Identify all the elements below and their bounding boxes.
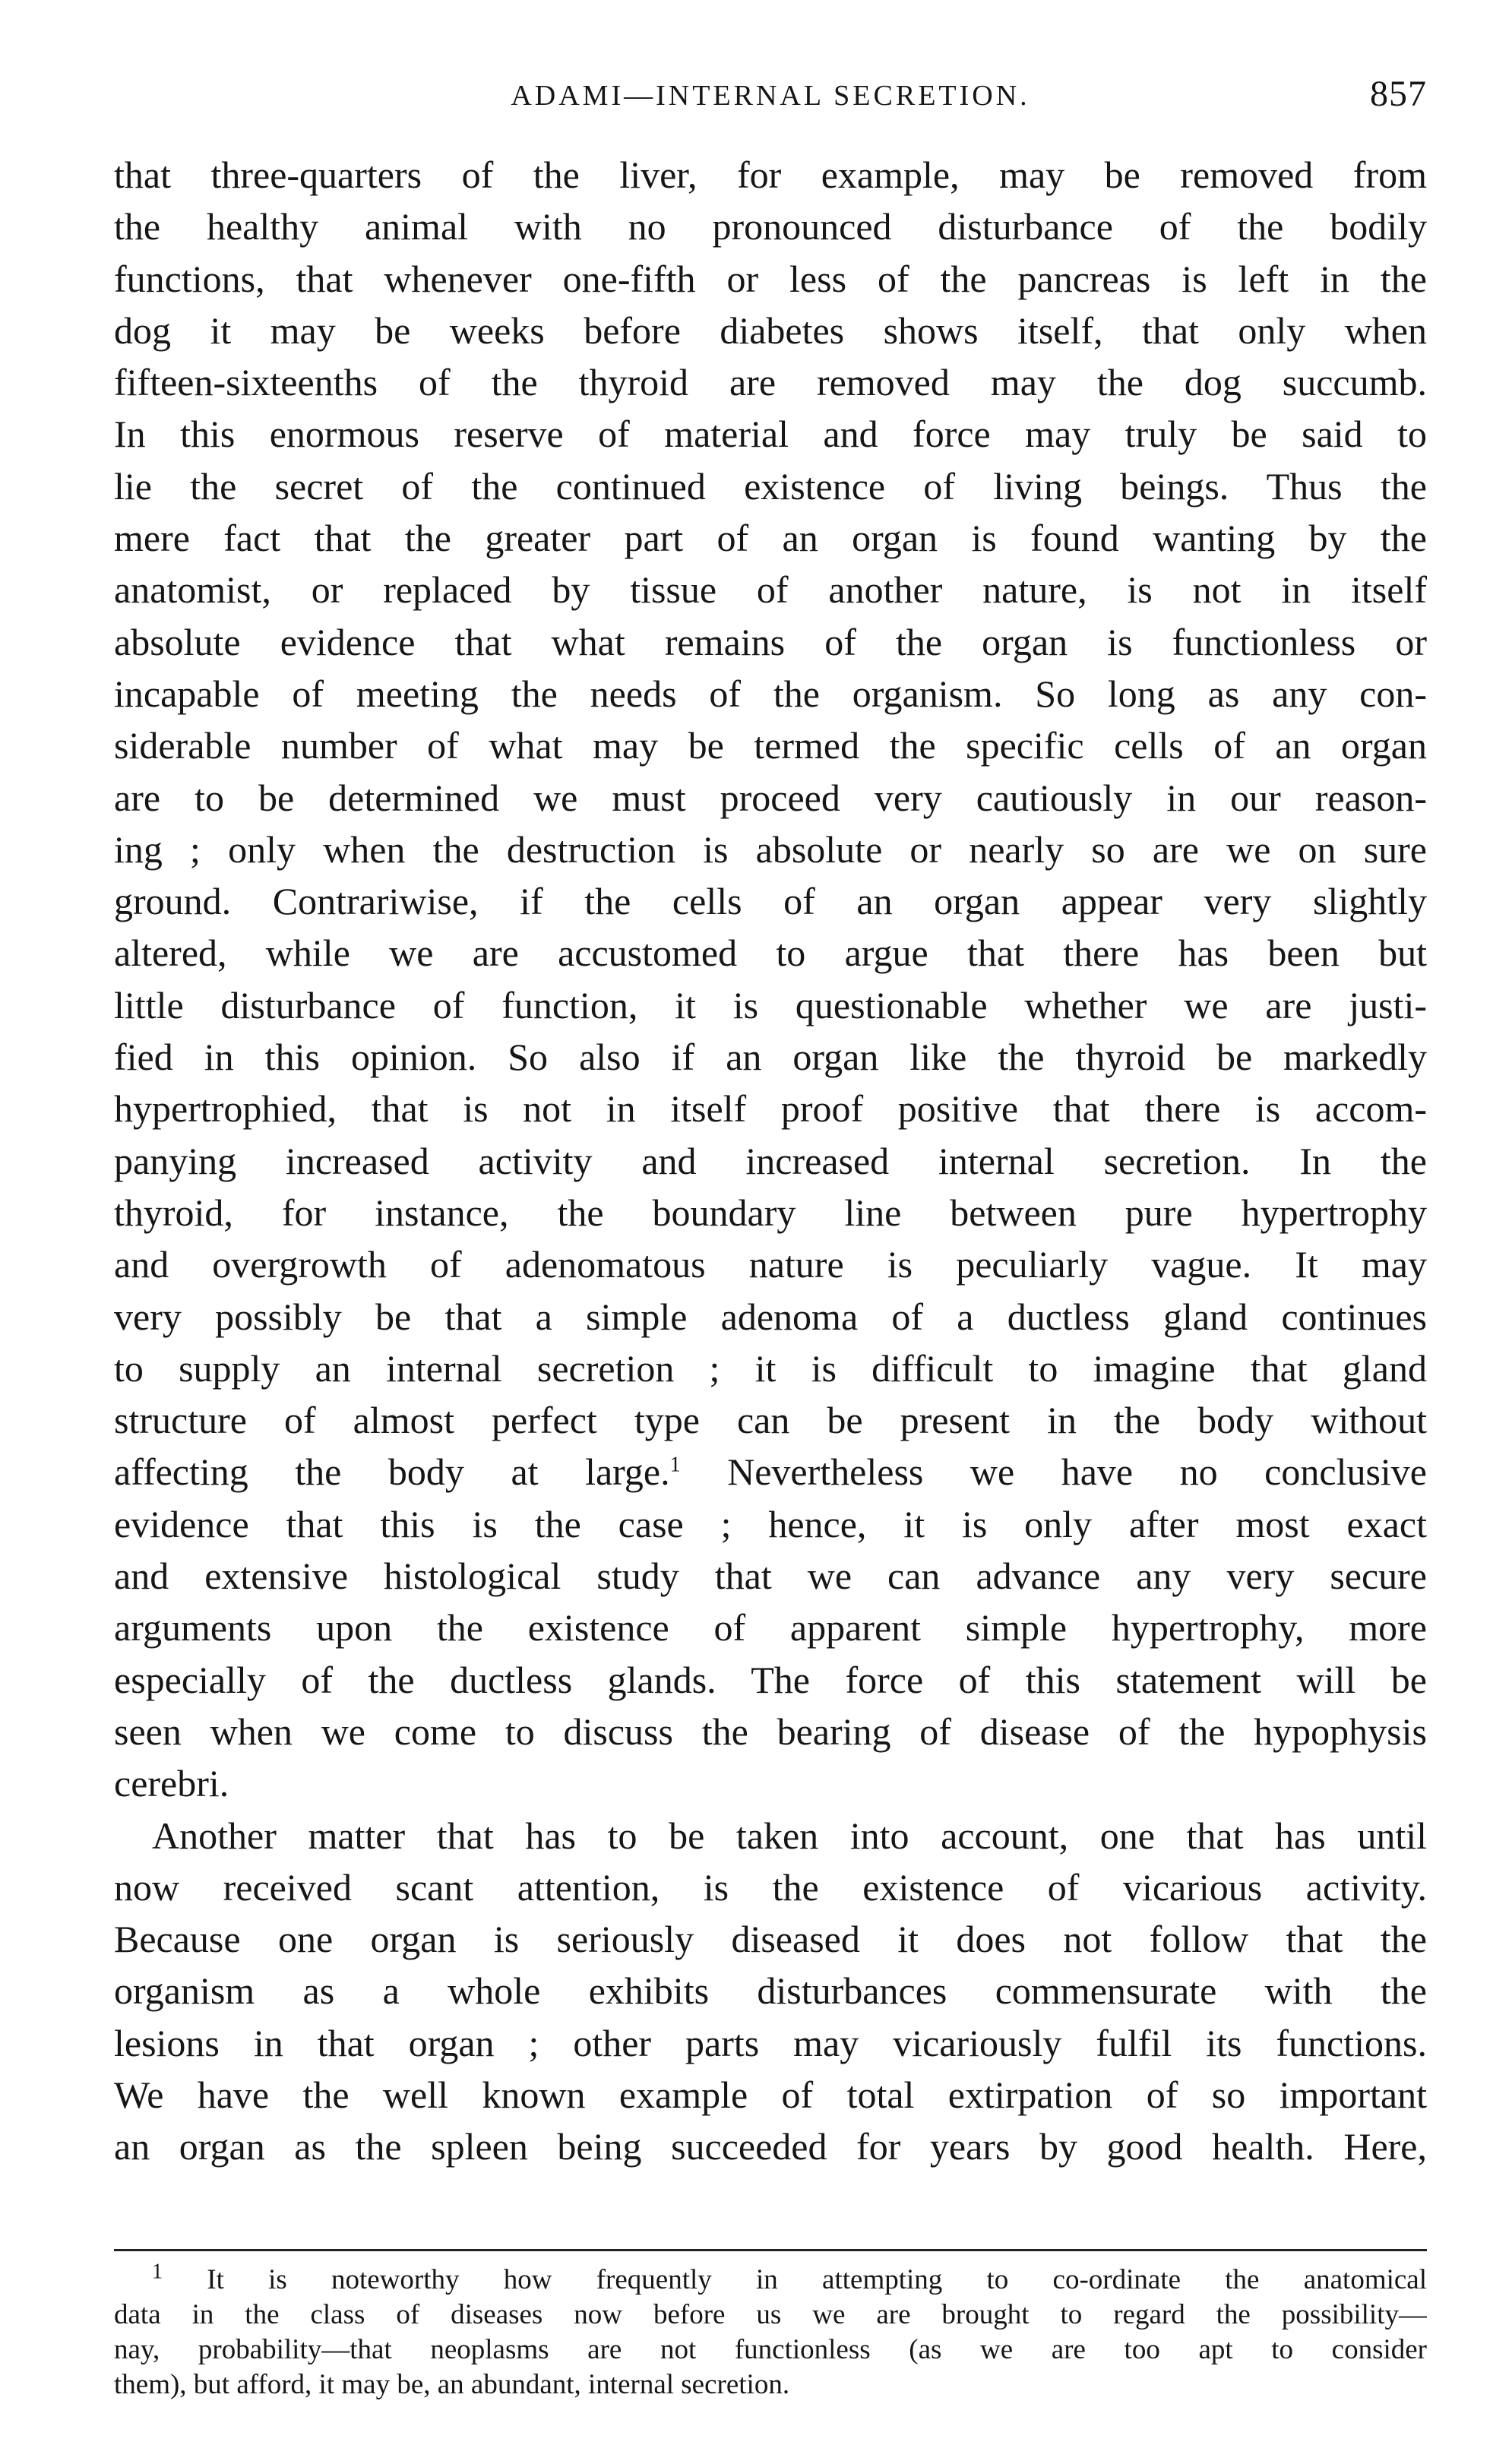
text-fragment: affecting the body at large. (114, 1450, 670, 1494)
text-line: that three-quarters of the liver, for example, may be removed from (114, 153, 1427, 196)
text-line: incapable of meeting the needs of the organism. So long as any con- (114, 672, 1427, 715)
footnote-marker: 1 (152, 2263, 163, 2284)
body-text (114, 149, 1427, 2173)
running-title: ADAMI—INTERNAL SECRETION. (511, 80, 1030, 112)
text-line: fied in this opinion. So also if an organ like the thyroid be markedly (114, 1036, 1427, 1079)
text-fragment: Nevertheless we have no conclusive (680, 1450, 1427, 1494)
text-line: anatomist, or replaced by tissue of another nature, is not in itself (114, 568, 1427, 612)
text-line: ing ; only when the destruction is absolute or nearly so are we on sure (114, 827, 1427, 871)
text-line: In this enormous reserve of material and force may truly be said to (114, 413, 1427, 456)
text-line: especially of the ductless glands. The force of this statement will be (114, 1658, 1427, 1701)
text-line: ground. Contrariwise, if the cells of an organ appear very slightly (114, 880, 1427, 923)
text-line: little disturbance of function, it is questionable whether we are justi- (114, 983, 1427, 1026)
running-head (114, 73, 1427, 119)
text-line: panying increased activity and increased internal secretion. In the (114, 1139, 1427, 1182)
text-line: Because one organ is seriously diseased it does not follow that the (114, 1918, 1427, 1961)
text-line: absolute evidence that what remains of the organ is functionless or (114, 620, 1427, 663)
footnote (114, 2263, 1427, 2402)
text-line: We have the well known example of total extirpation of so important (114, 2073, 1427, 2116)
text-line: siderable number of what may be termed the specific cells of an organ (114, 724, 1427, 767)
text-line: structure of almost perfect type can be present in the body without (114, 1399, 1427, 1442)
text-line: hypertrophied, that is not in itself proof positive that there is accom- (114, 1087, 1427, 1131)
text-line: and overgrowth of adenomatous nature is peculiarly vague. It may (114, 1243, 1427, 1286)
text-line: mere fact that the greater part of an organ is found wanting by the (114, 517, 1427, 560)
footnote-line (114, 2263, 1427, 2298)
footnote-line: them), but afford, it may be, an abundant, internal secretion. (114, 2369, 790, 2400)
text-line: now received scant attention, is the existence of vicarious activity. (114, 1865, 1427, 1909)
text-line: functions, that whenever one-fifth or less of the pancreas is left in the (114, 257, 1427, 300)
footnote-line: data in the class of diseases now before us we are brought to regard the possibility— (114, 2299, 1427, 2330)
text-line-with-footnote-ref (114, 1446, 1427, 1498)
text-line: organism as a whole exhibits disturbances commensurate with the (114, 1969, 1427, 2013)
text-line: dog it may be weeks before diabetes shows itself, that only when (114, 308, 1427, 352)
text-line: the healthy animal with no pronounced disturbance of the bodily (114, 205, 1427, 248)
text-line: Another matter that has to be taken into account, one that has until (152, 1814, 1427, 1857)
footnote-reference[interactable]: 1 (669, 1453, 681, 1477)
text-line: to supply an internal secretion ; it is difficult to imagine that gland (114, 1346, 1427, 1390)
text-line: seen when we come to discuss the bearing of disease of the hypophysis (114, 1710, 1427, 1753)
text-line: evidence that this is the case ; hence, it is only after most exact (114, 1502, 1427, 1545)
text-line: are to be determined we must proceed very cautiously in our reason- (114, 776, 1427, 819)
text-line: cerebri. (114, 1762, 229, 1805)
text-line: lie the secret of the continued existence of living beings. Thus the (114, 464, 1427, 508)
text-line: arguments upon the existence of apparent simple hypertrophy, more (114, 1606, 1427, 1650)
text-line: thyroid, for instance, the boundary line between pure hypertrophy (114, 1191, 1427, 1234)
text-line: fifteen-sixteenths of the thyroid are removed may the dog succumb. (114, 361, 1427, 404)
footnote-divider (114, 2249, 1427, 2251)
text-line: very possibly be that a simple adenoma of a ductless gland continues (114, 1295, 1427, 1338)
footnote-line: nay, probability—that neoplasms are not functionless (as we are too apt to consider (114, 2334, 1427, 2365)
text-line: an organ as the spleen being succeeded for years by good health. Here, (114, 2125, 1427, 2168)
footnote-text: It is noteworthy how frequently in attempting to co-ordinate the anatomical (207, 2264, 1427, 2295)
text-line: altered, while we are accustomed to argue that there has been but (114, 932, 1427, 975)
text-line: lesions in that organ ; other parts may vicariously fulfil its functions. (114, 2021, 1427, 2064)
text-line: and extensive histological study that we can advance any very secure (114, 1555, 1427, 1598)
page-number: 857 (1370, 74, 1427, 114)
